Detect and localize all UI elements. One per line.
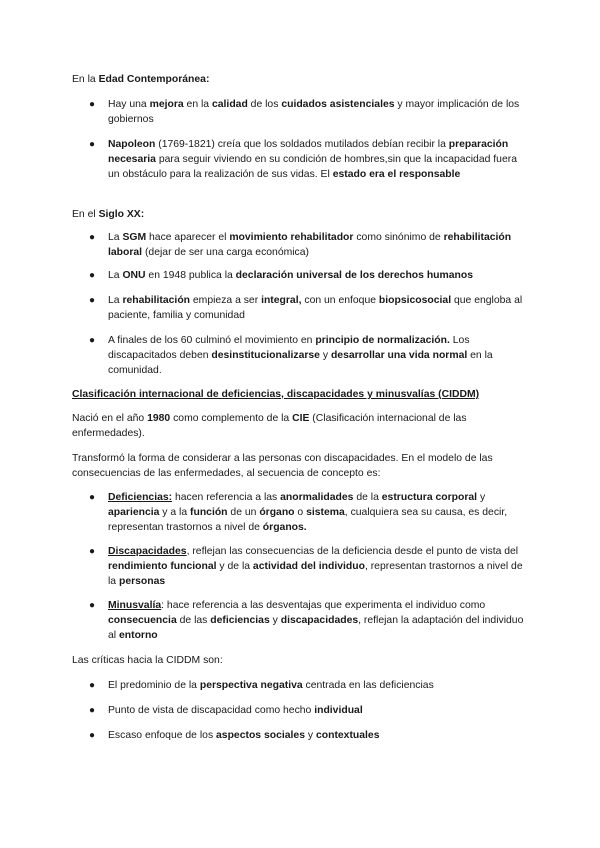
list-item: ● El predominio de la perspectiva negativa centrada en las deficiencias <box>89 680 434 691</box>
bullet-icon: ● <box>89 99 96 110</box>
list-item: ● Hay una mejora en la calidad de los cuidados asistenciales y mayor implicación de los gobiernos <box>89 99 520 125</box>
heading-edad-contemporanea: En la Edad Contemporánea: <box>72 74 210 85</box>
list-item: ● La ONU en 1948 publica la declaración universal de los derechos humanos <box>89 270 474 281</box>
bullet-icon: ● <box>89 139 96 150</box>
list-item: ● Punto de vista de discapacidad como hecho individual <box>89 705 363 716</box>
bullet-icon: ● <box>89 232 96 243</box>
list-item: ● Discapacidades, reflejan las consecuencias de la deficiencia desde el punto de vista del rendimiento funcional y de la actividad del individuo, representan trastornos a nivel de la personas <box>89 546 523 587</box>
bullet-icon: ● <box>89 680 96 691</box>
list-item: ● La SGM hace aparecer el movimiento rehabilitador como sinónimo de rehabilitación laboral (dejar de ser una carga económica) <box>89 232 512 258</box>
bullet-icon: ● <box>89 295 96 306</box>
list-item: ● Napoleon (1769-1821) creía que los soldados mutilados debían recibir la preparación necesaria para seguir viviendo en su condición de hombres,sin que la incapacidad fuera un obstáculo para la realización de sus vidas. El estado era el responsable <box>89 139 517 180</box>
bullet-icon: ● <box>89 492 96 503</box>
bullet-icon: ● <box>89 730 96 741</box>
bullet-icon: ● <box>89 600 96 611</box>
list-item: ● A finales de los 60 culminó el movimiento en principio de normalización. Los discapacitados deben desinstitucionalizarse y desarrollar una vida normal en la comunidad. <box>89 335 493 376</box>
bullet-icon: ● <box>89 705 96 716</box>
bullet-icon: ● <box>89 546 96 557</box>
section-title-ciddm: Clasificación internacional de deficiencias, discapacidades y minusvalías (CIDDM) <box>72 389 480 400</box>
paragraph: Nació en el año 1980 como complemento de la CIE (Clasificación internacional de las enfermedades). <box>72 413 467 439</box>
heading-siglo-xx: En el Siglo XX: <box>72 209 145 220</box>
list-item: ● Escaso enfoque de los aspectos sociales y contextuales <box>89 730 380 741</box>
paragraph: Transformó la forma de considerar a las personas con discapacidades. En el modelo de las consecuencias de las enfermedades, al secuencia de concepto es: <box>72 453 493 479</box>
list-item: ● La rehabilitación empieza a ser integral, con un enfoque biopsicosocial que engloba al paciente, familia y comunidad <box>89 295 523 321</box>
list-item: ● Deficiencias: hacen referencia a las anormalidades de la estructura corporal y apariencia y a la función de un órgano o sistema, cualquiera sea su causa, es decir, representan trastornos a nivel de órganos. <box>89 492 508 533</box>
bullet-icon: ● <box>89 335 96 346</box>
paragraph: Las críticas hacia la CIDDM son: <box>72 655 223 666</box>
list-item: ● Minusvalía: hace referencia a las desventajas que experimenta el individuo como consecuencia de las deficiencias y discapacidades, reflejan la adaptación del individuo al entorno <box>89 600 524 641</box>
bullet-icon: ● <box>89 270 96 281</box>
